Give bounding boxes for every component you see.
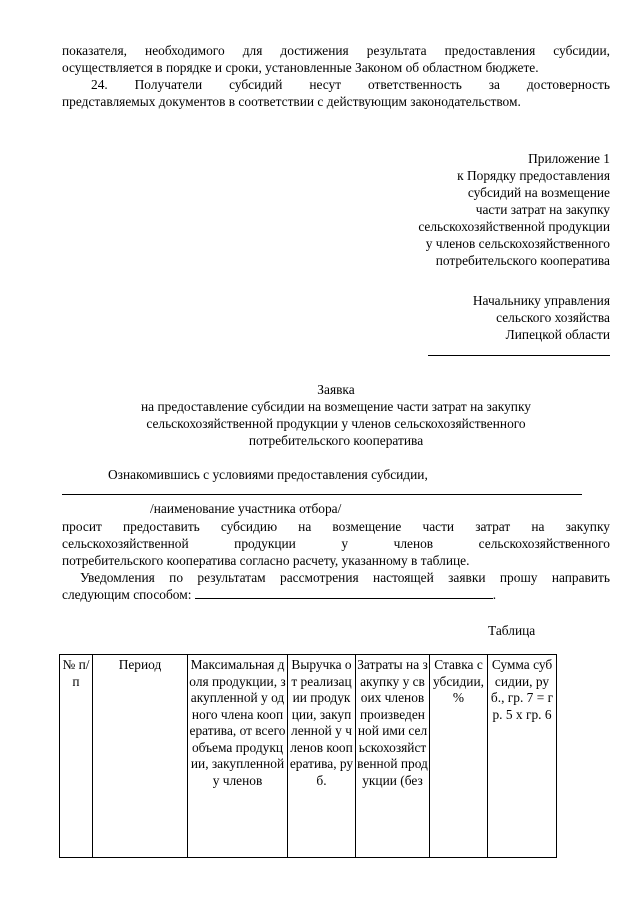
preceding-text	[62, 42, 610, 110]
notify-period: .	[492, 587, 497, 602]
appendix-line: сельскохозяйственной продукции	[418, 219, 610, 234]
appendix-line: к Порядку предоставления	[457, 168, 610, 183]
request-text	[62, 518, 610, 603]
participant-name-field[interactable]	[62, 494, 582, 495]
paragraph-24-line: представляемых документов в соответствии с действующим законодательством.	[62, 94, 521, 109]
intro-line: Ознакомившись с условиями предоставления субсидии,	[108, 467, 428, 482]
paragraph-line: показателя, необходимого для достижения результата предоставления субсидии,	[62, 43, 610, 58]
request-line: просит предоставить субсидию на возмещение части затрат на закупку	[62, 519, 610, 534]
appendix-line: потребительского кооператива	[435, 253, 610, 268]
participant-name-label: /наименование участника отбора/	[150, 501, 342, 516]
header-cell-number: № п/п	[60, 655, 93, 858]
appendix-line: Приложение 1	[528, 151, 610, 166]
paragraph-line: осуществляется в порядке и сроки, установленные Законом об областном бюджете.	[62, 60, 539, 75]
addressee-line: сельского хозяйства	[496, 310, 610, 325]
header-cell-max-share: Максимальная доля продукции, закупленной у одного члена кооператива, от всего объема продукции, закупленной у членов	[188, 655, 288, 858]
addressee-line: Липецкой области	[505, 327, 610, 342]
header-cell-period: Период	[93, 655, 188, 858]
document-subtitle-line: на предоставление субсидии на возмещение части затрат на закупку	[141, 399, 531, 414]
appendix-line: у членов сельскохозяйственного	[425, 236, 610, 251]
intro-text	[62, 466, 610, 483]
appendix-header	[330, 150, 610, 269]
document-title: Заявка	[317, 382, 355, 397]
notify-method-field[interactable]	[195, 588, 493, 599]
header-cell-revenue: Выручка от реализации продукции, закупленной у членов кооператива, руб.	[288, 655, 356, 858]
notify-line: Уведомления по результатам рассмотрения настоящей заявки прошу направить	[80, 570, 610, 585]
application-title	[62, 381, 610, 449]
appendix-line: части затрат на закупку	[475, 202, 610, 217]
notify-label: следующим способом:	[62, 587, 192, 602]
header-cell-rate: Ставка субсидии, %	[430, 655, 488, 858]
header-cell-subsidy-sum: Сумма субсидии, руб., гр. 7 = гр. 5 х гр. 6	[488, 655, 557, 858]
document-subtitle-line: сельскохозяйственной продукции у членов сельскохозяйственного	[146, 416, 526, 431]
document-subtitle-line: потребительского кооператива	[248, 433, 424, 448]
notify-line-2	[62, 586, 610, 603]
addressee-block	[330, 292, 610, 360]
calculation-table	[59, 654, 557, 858]
header-cell-costs: Затраты на закупку у своих членов произведенной ими сельскохозяйственной продукции (без	[356, 655, 430, 858]
request-line: сельскохозяйственной продукции у членов сельскохозяйственного	[62, 536, 610, 551]
paragraph-24-line: 24. Получатели субсидий несут ответственность за достоверность	[91, 77, 610, 92]
table-caption: Таблица	[488, 623, 536, 638]
appendix-line: субсидий на возмещение	[467, 185, 610, 200]
addressee-line: Начальнику управления	[472, 293, 610, 308]
table-header-row	[60, 655, 557, 858]
request-line: потребительского кооператива согласно расчету, указанному в таблице.	[62, 553, 470, 568]
addressee-blank[interactable]	[330, 343, 610, 360]
